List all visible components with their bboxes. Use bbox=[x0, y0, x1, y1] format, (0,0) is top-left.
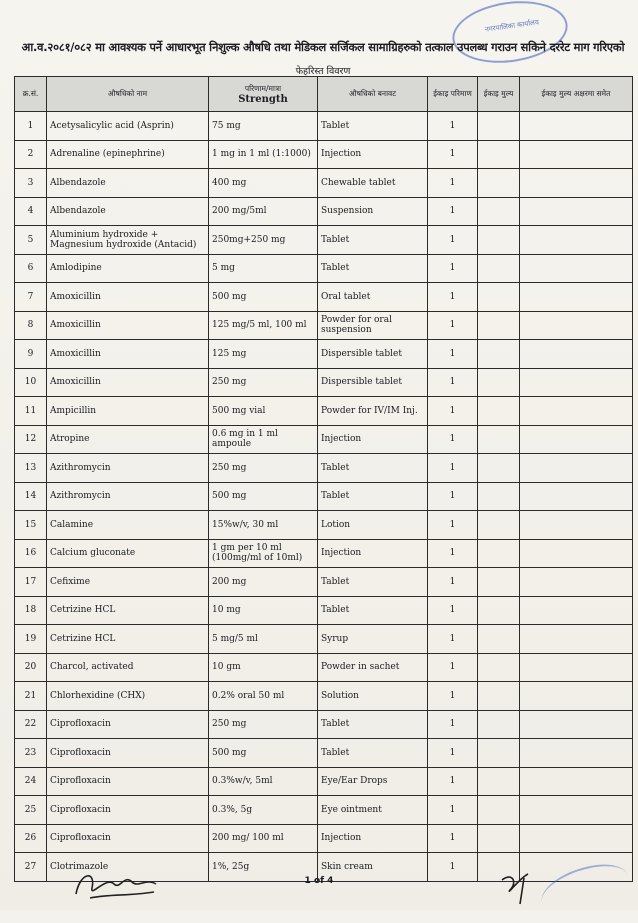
cell-unit-quantity: 1 bbox=[428, 796, 478, 825]
cell-form: Injection bbox=[318, 140, 428, 169]
cell-price-in-words bbox=[520, 710, 633, 739]
table-row bbox=[15, 739, 633, 768]
cell-unit-price bbox=[478, 539, 520, 568]
cell-price-in-words bbox=[520, 340, 633, 369]
cell-unit-price bbox=[478, 340, 520, 369]
table-row bbox=[15, 625, 633, 654]
cell-sn: 24 bbox=[15, 767, 47, 796]
cell-unit-quantity: 1 bbox=[428, 682, 478, 711]
cell-form: Tablet bbox=[318, 454, 428, 483]
cell-unit-price bbox=[478, 482, 520, 511]
cell-sn: 12 bbox=[15, 425, 47, 454]
cell-sn: 27 bbox=[15, 853, 47, 882]
cell-unit-price bbox=[478, 796, 520, 825]
cell-price-in-words bbox=[520, 653, 633, 682]
cell-sn: 26 bbox=[15, 824, 47, 853]
cell-unit-quantity: 1 bbox=[428, 169, 478, 198]
cell-unit-quantity: 1 bbox=[428, 853, 478, 882]
cell-unit-quantity: 1 bbox=[428, 283, 478, 312]
cell-form: Powder for oral suspension bbox=[318, 311, 428, 340]
document-subtitle: फेहरिस्त विवरण bbox=[295, 66, 351, 77]
cell-strength: 0.3%w/v, 5ml bbox=[209, 767, 318, 796]
cell-medicine-name: Ciprofloxacin bbox=[47, 767, 209, 796]
cell-form: Syrup bbox=[318, 625, 428, 654]
table-row bbox=[15, 454, 633, 483]
cell-unit-quantity: 1 bbox=[428, 710, 478, 739]
cell-price-in-words bbox=[520, 169, 633, 198]
cell-sn: 7 bbox=[15, 283, 47, 312]
cell-unit-quantity: 1 bbox=[428, 653, 478, 682]
cell-strength: 1%, 25g bbox=[209, 853, 318, 882]
table-row bbox=[15, 767, 633, 796]
cell-form: Injection bbox=[318, 824, 428, 853]
table-row bbox=[15, 283, 633, 312]
header-name: औषधिको नाम bbox=[47, 77, 209, 112]
cell-sn: 17 bbox=[15, 568, 47, 597]
cell-strength: 500 mg vial bbox=[209, 397, 318, 426]
cell-unit-quantity: 1 bbox=[428, 625, 478, 654]
cell-strength: 500 mg bbox=[209, 283, 318, 312]
cell-form: Tablet bbox=[318, 226, 428, 255]
table-row bbox=[15, 169, 633, 198]
cell-strength: 200 mg/5ml bbox=[209, 197, 318, 226]
cell-unit-price bbox=[478, 226, 520, 255]
cell-medicine-name: Azithromycin bbox=[47, 454, 209, 483]
cell-price-in-words bbox=[520, 140, 633, 169]
cell-sn: 20 bbox=[15, 653, 47, 682]
table-row bbox=[15, 254, 633, 283]
cell-strength: 500 mg bbox=[209, 739, 318, 768]
header-unit: ईकाइ परिमाण bbox=[428, 77, 478, 112]
cell-medicine-name: Ciprofloxacin bbox=[47, 710, 209, 739]
cell-strength: 250 mg bbox=[209, 710, 318, 739]
cell-sn: 11 bbox=[15, 397, 47, 426]
cell-form: Powder in sachet bbox=[318, 653, 428, 682]
cell-medicine-name: Cefixime bbox=[47, 568, 209, 597]
cell-price-in-words bbox=[520, 767, 633, 796]
cell-strength: 75 mg bbox=[209, 112, 318, 141]
cell-unit-price bbox=[478, 254, 520, 283]
header-sn: क्र.सं. bbox=[15, 77, 47, 112]
cell-strength: 250mg+250 mg bbox=[209, 226, 318, 255]
cell-sn: 5 bbox=[15, 226, 47, 255]
table-row bbox=[15, 112, 633, 141]
cell-unit-quantity: 1 bbox=[428, 596, 478, 625]
cell-strength: 10 gm bbox=[209, 653, 318, 682]
cell-unit-price bbox=[478, 511, 520, 540]
cell-sn: 10 bbox=[15, 368, 47, 397]
cell-form: Skin cream bbox=[318, 853, 428, 882]
cell-price-in-words bbox=[520, 824, 633, 853]
table-row bbox=[15, 197, 633, 226]
table-row bbox=[15, 511, 633, 540]
header-strength-np: परिणाम/मात्रा bbox=[244, 83, 282, 93]
header-price-words: ईकाइ मुल्य अक्षरमा समेत bbox=[520, 77, 633, 112]
cell-medicine-name: Cetrizine HCL bbox=[47, 625, 209, 654]
official-stamp bbox=[448, 0, 571, 70]
cell-unit-quantity: 1 bbox=[428, 397, 478, 426]
cell-price-in-words bbox=[520, 482, 633, 511]
cell-price-in-words bbox=[520, 568, 633, 597]
table-row bbox=[15, 368, 633, 397]
cell-unit-quantity: 1 bbox=[428, 767, 478, 796]
cell-form: Solution bbox=[318, 682, 428, 711]
cell-medicine-name: Aluminium hydroxide + Magnesium hydroxide (Antacid) bbox=[47, 226, 209, 255]
cell-sn: 16 bbox=[15, 539, 47, 568]
cell-unit-quantity: 1 bbox=[428, 368, 478, 397]
cell-price-in-words bbox=[520, 596, 633, 625]
table-row bbox=[15, 226, 633, 255]
cell-strength: 200 mg/ 100 ml bbox=[209, 824, 318, 853]
cell-sn: 4 bbox=[15, 197, 47, 226]
cell-medicine-name: Amoxicillin bbox=[47, 368, 209, 397]
table-row bbox=[15, 682, 633, 711]
cell-unit-quantity: 1 bbox=[428, 197, 478, 226]
cell-form: Tablet bbox=[318, 710, 428, 739]
cell-unit-price bbox=[478, 596, 520, 625]
cell-medicine-name: Ampicillin bbox=[47, 397, 209, 426]
cell-unit-price bbox=[478, 197, 520, 226]
cell-form: Lotion bbox=[318, 511, 428, 540]
cell-unit-price bbox=[478, 739, 520, 768]
cell-sn: 1 bbox=[15, 112, 47, 141]
cell-form: Oral tablet bbox=[318, 283, 428, 312]
cell-medicine-name: Amlodipine bbox=[47, 254, 209, 283]
cell-price-in-words bbox=[520, 226, 633, 255]
page-number: 1 of 4 bbox=[304, 876, 334, 886]
cell-strength: 0.2% oral 50 ml bbox=[209, 682, 318, 711]
cell-unit-price bbox=[478, 767, 520, 796]
cell-medicine-name: Azithromycin bbox=[47, 482, 209, 511]
cell-price-in-words bbox=[520, 311, 633, 340]
cell-sn: 21 bbox=[15, 682, 47, 711]
cell-unit-quantity: 1 bbox=[428, 340, 478, 369]
cell-price-in-words bbox=[520, 368, 633, 397]
table-row bbox=[15, 710, 633, 739]
header-strength-en: Strength bbox=[238, 93, 288, 105]
cell-medicine-name: Ciprofloxacin bbox=[47, 739, 209, 768]
table-row bbox=[15, 140, 633, 169]
cell-medicine-name: Albendazole bbox=[47, 169, 209, 198]
cell-medicine-name: Albendazole bbox=[47, 197, 209, 226]
cell-unit-price bbox=[478, 710, 520, 739]
header-strength bbox=[209, 77, 318, 112]
cell-medicine-name: Charcol, activated bbox=[47, 653, 209, 682]
cell-unit-quantity: 1 bbox=[428, 140, 478, 169]
cell-strength: 1 mg in 1 ml (1:1000) bbox=[209, 140, 318, 169]
cell-sn: 2 bbox=[15, 140, 47, 169]
table-row bbox=[15, 653, 633, 682]
cell-price-in-words bbox=[520, 682, 633, 711]
cell-unit-price bbox=[478, 568, 520, 597]
cell-unit-price bbox=[478, 682, 520, 711]
cell-unit-quantity: 1 bbox=[428, 425, 478, 454]
document-title: आ.व.२०८१/०८२ मा आवश्यक पर्ने आधारभूत निशुल्क औषधि तथा मेडिकल सर्जिकल सामाग्रिहरुको तत्काल उपलब्ध गराउन सकिने दररेट माग गरिएको bbox=[21, 40, 625, 54]
cell-sn: 13 bbox=[15, 454, 47, 483]
header-form: औषधिको बनावट bbox=[318, 77, 428, 112]
cell-unit-quantity: 1 bbox=[428, 568, 478, 597]
medicine-list-table bbox=[14, 76, 633, 882]
cell-strength: 400 mg bbox=[209, 169, 318, 198]
cell-form: Tablet bbox=[318, 254, 428, 283]
cell-medicine-name: Calamine bbox=[47, 511, 209, 540]
cell-form: Dispersible tablet bbox=[318, 340, 428, 369]
cell-medicine-name: Calcium gluconate bbox=[47, 539, 209, 568]
cell-form: Suspension bbox=[318, 197, 428, 226]
cell-unit-price bbox=[478, 112, 520, 141]
cell-price-in-words bbox=[520, 511, 633, 540]
cell-form: Tablet bbox=[318, 739, 428, 768]
cell-unit-price bbox=[478, 368, 520, 397]
table-row bbox=[15, 482, 633, 511]
table-row bbox=[15, 340, 633, 369]
cell-strength: 200 mg bbox=[209, 568, 318, 597]
cell-strength: 15%w/v, 30 ml bbox=[209, 511, 318, 540]
cell-unit-quantity: 1 bbox=[428, 454, 478, 483]
table-header-row bbox=[15, 77, 633, 112]
cell-strength: 0.3%, 5g bbox=[209, 796, 318, 825]
cell-form: Tablet bbox=[318, 568, 428, 597]
cell-form: Chewable tablet bbox=[318, 169, 428, 198]
cell-medicine-name: Chlorhexidine (CHX) bbox=[47, 682, 209, 711]
cell-unit-quantity: 1 bbox=[428, 254, 478, 283]
cell-form: Injection bbox=[318, 539, 428, 568]
cell-unit-price bbox=[478, 653, 520, 682]
header-price: ईकाइ मुल्य bbox=[478, 77, 520, 112]
cell-form: Injection bbox=[318, 425, 428, 454]
cell-unit-price bbox=[478, 311, 520, 340]
cell-medicine-name: Adrenaline (epinephrine) bbox=[47, 140, 209, 169]
cell-price-in-words bbox=[520, 112, 633, 141]
stamp-text: नगरपालिका कार्यालय bbox=[484, 18, 540, 34]
cell-strength: 5 mg/5 ml bbox=[209, 625, 318, 654]
cell-strength: 5 mg bbox=[209, 254, 318, 283]
table-row bbox=[15, 539, 633, 568]
cell-medicine-name: Cetrizine HCL bbox=[47, 596, 209, 625]
cell-form: Eye ointment bbox=[318, 796, 428, 825]
cell-medicine-name: Amoxicillin bbox=[47, 340, 209, 369]
cell-strength: 10 mg bbox=[209, 596, 318, 625]
cell-price-in-words bbox=[520, 796, 633, 825]
cell-strength: 125 mg/5 ml, 100 ml bbox=[209, 311, 318, 340]
cell-sn: 9 bbox=[15, 340, 47, 369]
cell-medicine-name: Clotrimazole bbox=[47, 853, 209, 882]
cell-price-in-words bbox=[520, 425, 633, 454]
cell-strength: 500 mg bbox=[209, 482, 318, 511]
cell-sn: 15 bbox=[15, 511, 47, 540]
cell-unit-price bbox=[478, 283, 520, 312]
cell-sn: 22 bbox=[15, 710, 47, 739]
cell-sn: 18 bbox=[15, 596, 47, 625]
cell-unit-quantity: 1 bbox=[428, 112, 478, 141]
cell-medicine-name: Ciprofloxacin bbox=[47, 796, 209, 825]
cell-price-in-words bbox=[520, 454, 633, 483]
cell-form: Tablet bbox=[318, 482, 428, 511]
cell-price-in-words bbox=[520, 625, 633, 654]
table-row bbox=[15, 824, 633, 853]
table-row bbox=[15, 596, 633, 625]
cell-medicine-name: Acetysalicylic acid (Asprin) bbox=[47, 112, 209, 141]
cell-unit-quantity: 1 bbox=[428, 739, 478, 768]
cell-unit-price bbox=[478, 169, 520, 198]
cell-sn: 3 bbox=[15, 169, 47, 198]
cell-unit-price bbox=[478, 140, 520, 169]
cell-sn: 23 bbox=[15, 739, 47, 768]
cell-medicine-name: Atropine bbox=[47, 425, 209, 454]
cell-price-in-words bbox=[520, 254, 633, 283]
cell-sn: 14 bbox=[15, 482, 47, 511]
cell-strength: 250 mg bbox=[209, 454, 318, 483]
cell-form: Eye/Ear Drops bbox=[318, 767, 428, 796]
table-row bbox=[15, 397, 633, 426]
cell-price-in-words bbox=[520, 539, 633, 568]
cell-price-in-words bbox=[520, 397, 633, 426]
cell-form: Powder for IV/IM Inj. bbox=[318, 397, 428, 426]
cell-unit-price bbox=[478, 425, 520, 454]
cell-strength: 1 gm per 10 ml (100mg/ml of 10ml) bbox=[209, 539, 318, 568]
cell-strength: 125 mg bbox=[209, 340, 318, 369]
cell-unit-quantity: 1 bbox=[428, 511, 478, 540]
cell-price-in-words bbox=[520, 283, 633, 312]
cell-strength: 250 mg bbox=[209, 368, 318, 397]
cell-medicine-name: Amoxicillin bbox=[47, 311, 209, 340]
cell-price-in-words bbox=[520, 739, 633, 768]
cell-sn: 6 bbox=[15, 254, 47, 283]
cell-unit-quantity: 1 bbox=[428, 311, 478, 340]
cell-sn: 19 bbox=[15, 625, 47, 654]
cell-unit-quantity: 1 bbox=[428, 539, 478, 568]
cell-unit-quantity: 1 bbox=[428, 824, 478, 853]
table-row bbox=[15, 311, 633, 340]
cell-form: Dispersible tablet bbox=[318, 368, 428, 397]
cell-medicine-name: Ciprofloxacin bbox=[47, 824, 209, 853]
cell-sn: 8 bbox=[15, 311, 47, 340]
cell-medicine-name: Amoxicillin bbox=[47, 283, 209, 312]
cell-form: Tablet bbox=[318, 596, 428, 625]
cell-unit-quantity: 1 bbox=[428, 482, 478, 511]
table-row bbox=[15, 796, 633, 825]
cell-unit-price bbox=[478, 625, 520, 654]
cell-strength: 0.6 mg in 1 ml ampoule bbox=[209, 425, 318, 454]
table-row bbox=[15, 568, 633, 597]
cell-unit-quantity: 1 bbox=[428, 226, 478, 255]
table-row bbox=[15, 425, 633, 454]
cell-form: Tablet bbox=[318, 112, 428, 141]
cell-unit-price bbox=[478, 454, 520, 483]
cell-unit-price bbox=[478, 397, 520, 426]
cell-price-in-words bbox=[520, 197, 633, 226]
cell-sn: 25 bbox=[15, 796, 47, 825]
cell-unit-price bbox=[478, 824, 520, 853]
